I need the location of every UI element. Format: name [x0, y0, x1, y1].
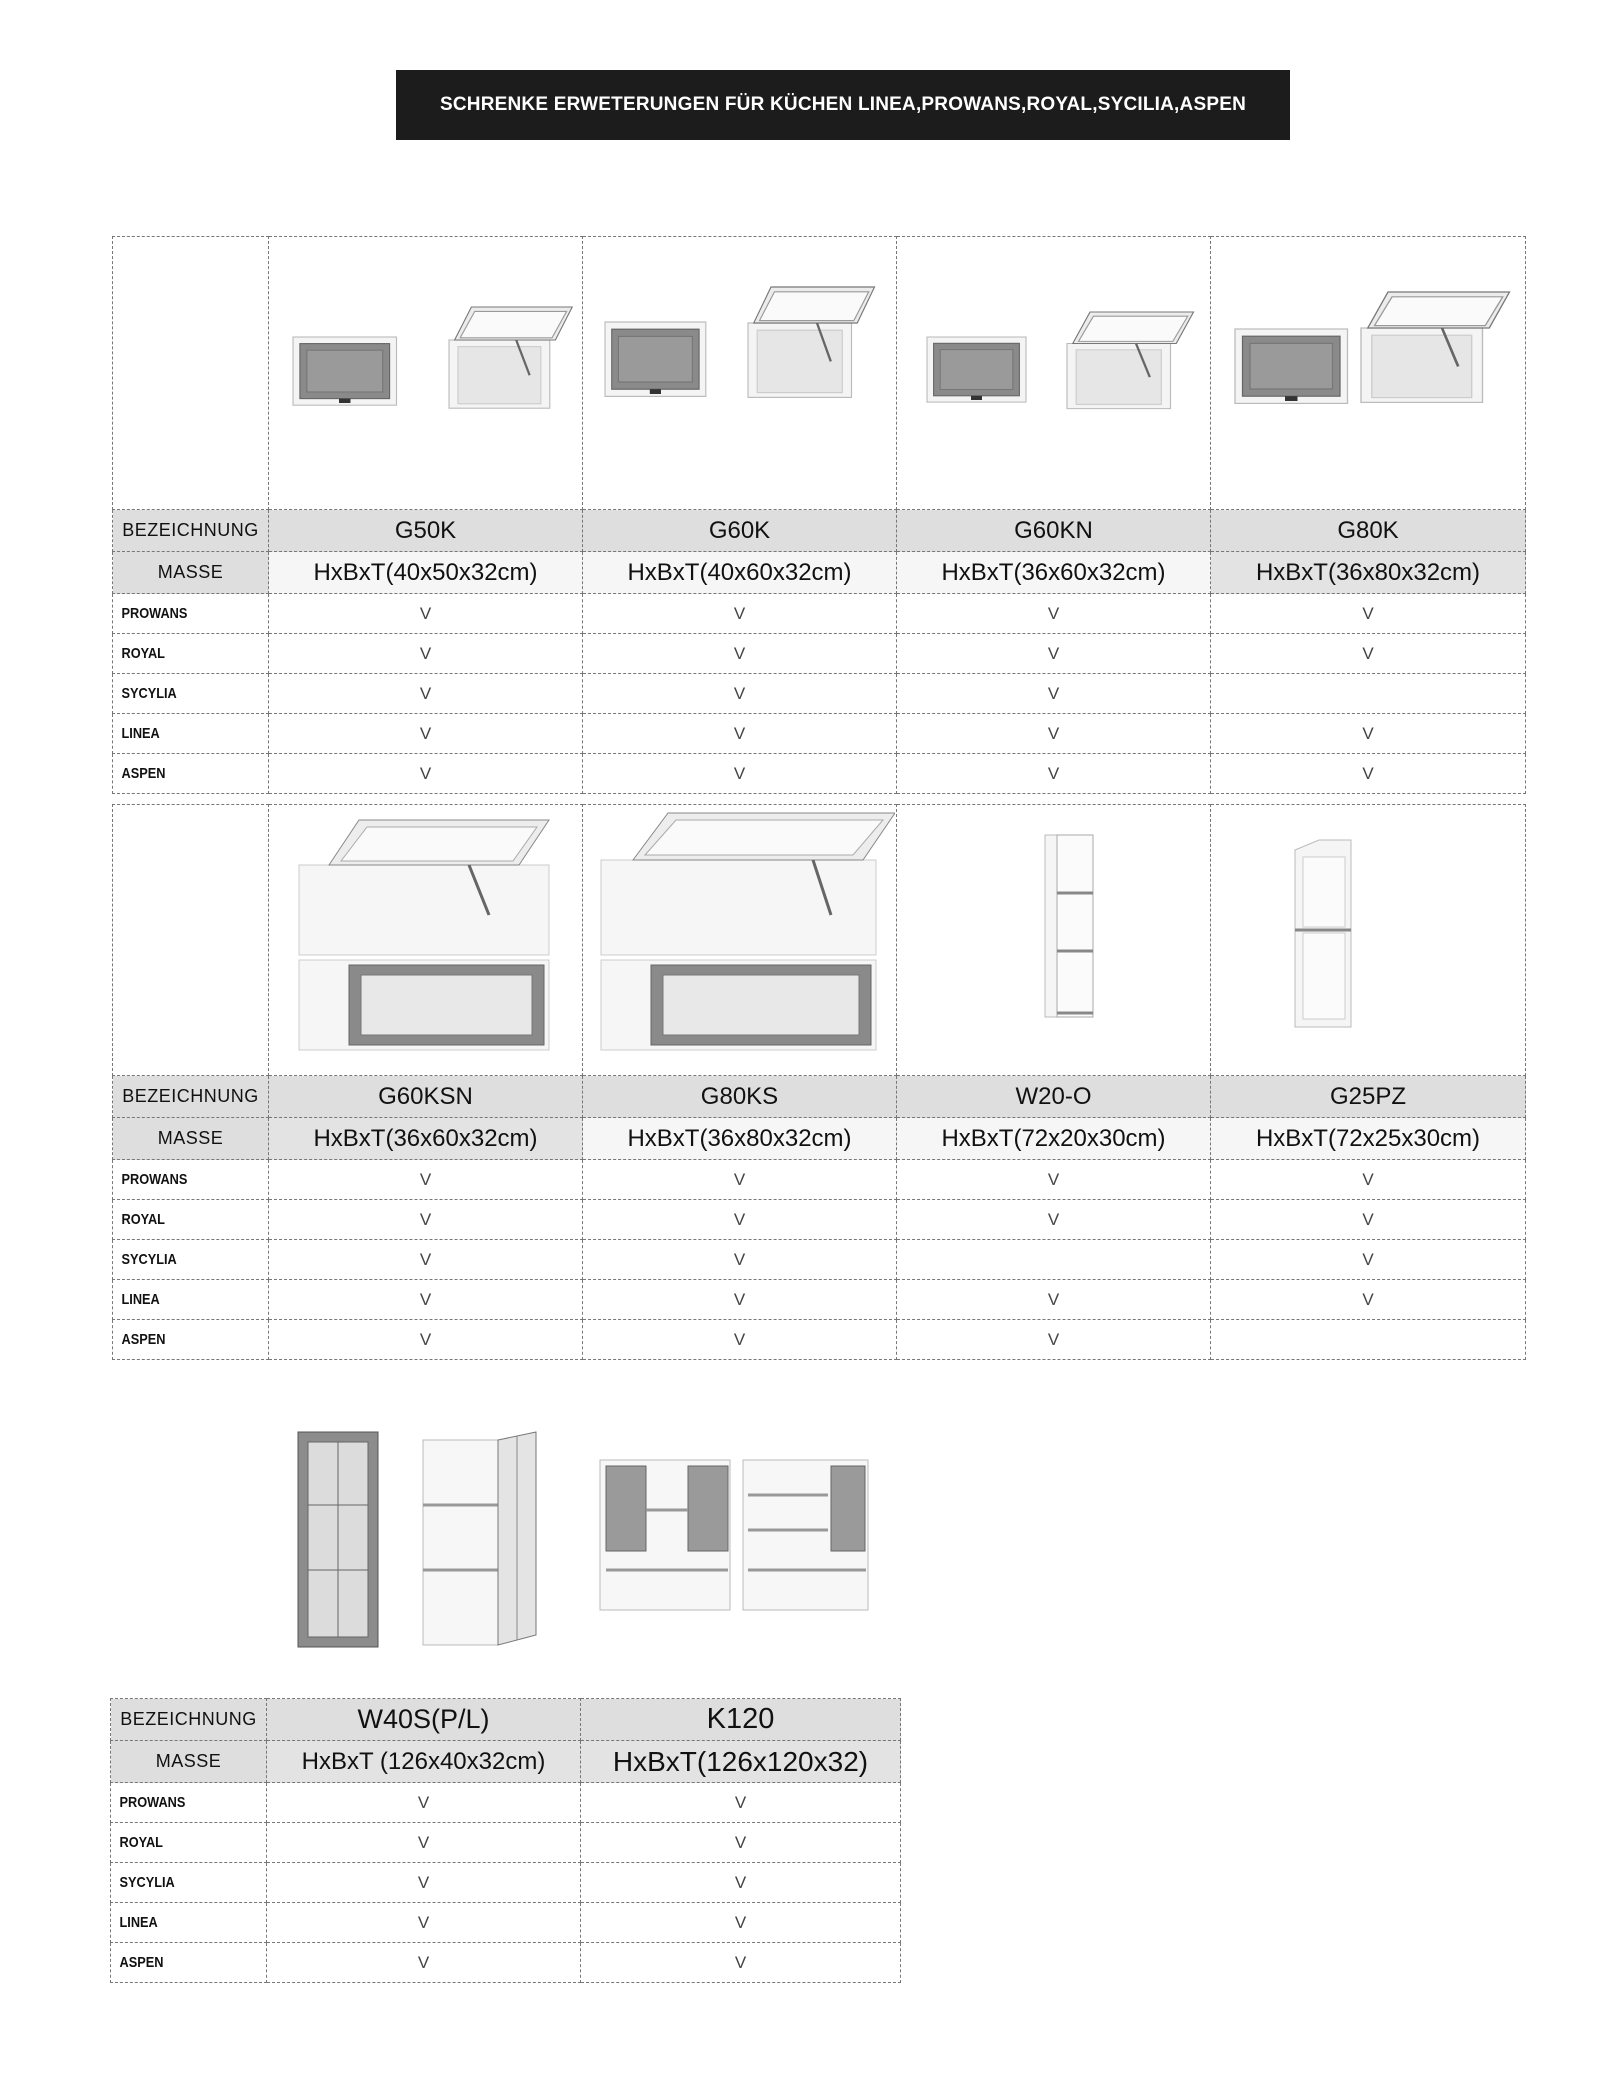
product-code: G60K [583, 510, 897, 552]
availability-mark: V [1211, 754, 1526, 794]
availability-mark: V [1211, 1240, 1526, 1280]
product-code: G80KS [583, 1076, 897, 1118]
availability-mark: V [269, 714, 583, 754]
availability-mark: V [1211, 634, 1526, 674]
kitchen-line-name: PROWANS [121, 1171, 188, 1188]
product-image-w20-o [897, 805, 1211, 1076]
product-image-g80k [1211, 237, 1526, 510]
availability-mark: V [269, 1280, 583, 1320]
kitchen-line-name: LINEA [121, 1291, 160, 1308]
empty-cell [113, 805, 269, 1076]
availability-mark: V [269, 634, 583, 674]
availability-mark: V [269, 754, 583, 794]
availability-mark: V [269, 594, 583, 634]
availability-mark: V [581, 1943, 901, 1983]
product-dimensions: HxBxT (126x40x32cm) [267, 1741, 581, 1783]
kitchen-line-name: ASPEN [121, 765, 166, 782]
availability-mark: V [583, 594, 897, 634]
bezeichnung-label: BEZEICHNUNG [113, 510, 269, 552]
spec-table-2 [112, 804, 1526, 1360]
availability-mark: V [267, 1943, 581, 1983]
kitchen-line-name: SYCYLIA [119, 1874, 175, 1891]
kitchen-line-name: ASPEN [121, 1331, 166, 1348]
availability-mark: V [1211, 1160, 1526, 1200]
availability-row [113, 634, 1526, 674]
availability-mark: V [269, 1320, 583, 1360]
availability-mark: V [1211, 594, 1526, 634]
masse-label: MASSE [113, 552, 269, 594]
product-dimensions: HxBxT(36x80x32cm) [1211, 552, 1526, 594]
product-code: K120 [581, 1699, 901, 1741]
availability-row [113, 714, 1526, 754]
product-image-g25pz [1211, 805, 1526, 1076]
availability-mark [1211, 1320, 1526, 1360]
availability-row [111, 1823, 901, 1863]
product-dimensions: HxBxT(72x20x30cm) [897, 1118, 1211, 1160]
bezeichnung-label: BEZEICHNUNG [111, 1699, 267, 1741]
product-code: G60KN [897, 510, 1211, 552]
availability-mark: V [581, 1863, 901, 1903]
availability-mark: V [267, 1903, 581, 1943]
availability-mark: V [897, 754, 1211, 794]
availability-mark: V [1211, 714, 1526, 754]
product-code: G60KSN [269, 1076, 583, 1118]
kitchen-line-name: ROYAL [121, 645, 165, 662]
masse-label: MASSE [111, 1741, 267, 1783]
availability-mark: V [1211, 1280, 1526, 1320]
product-code: G50K [269, 510, 583, 552]
kitchen-line-name: SYCYLIA [121, 685, 177, 702]
availability-mark: V [581, 1903, 901, 1943]
availability-row [113, 754, 1526, 794]
availability-mark: V [583, 1200, 897, 1240]
spec-table-1 [112, 236, 1526, 794]
availability-mark: V [583, 1160, 897, 1200]
availability-mark: V [897, 634, 1211, 674]
availability-row [111, 1943, 901, 1983]
availability-mark: V [897, 1160, 1211, 1200]
availability-mark: V [897, 674, 1211, 714]
availability-mark: V [583, 754, 897, 794]
product-dimensions: HxBxT(40x50x32cm) [269, 552, 583, 594]
availability-mark: V [583, 1320, 897, 1360]
product-dimensions: HxBxT(36x60x32cm) [269, 1118, 583, 1160]
kitchen-line-name: LINEA [121, 725, 160, 742]
availability-mark: V [583, 714, 897, 754]
availability-mark: V [897, 594, 1211, 634]
availability-rows [111, 1783, 901, 1983]
product-code: W20-O [897, 1076, 1211, 1118]
masse-label: MASSE [113, 1118, 269, 1160]
product-image-g80ks [583, 805, 897, 1076]
availability-row [113, 1240, 1526, 1280]
kitchen-line-name: LINEA [119, 1914, 158, 1931]
availability-mark: V [1211, 1200, 1526, 1240]
availability-mark [897, 1240, 1211, 1280]
empty-cell [113, 237, 269, 510]
availability-mark: V [583, 634, 897, 674]
page-title: SCHRENKE ERWETERUNGEN FÜR KÜCHEN LINEA,PROWANS,ROYAL,SYCILIA,ASPEN [396, 70, 1290, 140]
availability-mark: V [583, 1240, 897, 1280]
kitchen-line-name: ASPEN [119, 1954, 164, 1971]
availability-mark: V [581, 1823, 901, 1863]
product-code: W40S(P/L) [267, 1699, 581, 1741]
kitchen-line-name: PROWANS [119, 1794, 186, 1811]
availability-mark: V [269, 1200, 583, 1240]
availability-mark: V [267, 1783, 581, 1823]
availability-mark: V [583, 1280, 897, 1320]
bezeichnung-label: BEZEICHNUNG [113, 1076, 269, 1118]
availability-row [113, 674, 1526, 714]
availability-mark: V [269, 1240, 583, 1280]
availability-rows [113, 1160, 1526, 1360]
product-dimensions: HxBxT(72x25x30cm) [1211, 1118, 1526, 1160]
availability-rows [113, 594, 1526, 794]
availability-row [111, 1783, 901, 1823]
availability-row [111, 1903, 901, 1943]
availability-row [113, 594, 1526, 634]
kitchen-line-name: PROWANS [121, 605, 188, 622]
product-image-row-3 [268, 1420, 898, 1660]
product-dimensions: HxBxT(36x60x32cm) [897, 552, 1211, 594]
availability-mark: V [583, 674, 897, 714]
availability-mark: V [267, 1863, 581, 1903]
availability-mark [1211, 674, 1526, 714]
availability-row [113, 1200, 1526, 1240]
product-dimensions: HxBxT(36x80x32cm) [583, 1118, 897, 1160]
product-dimensions: HxBxT(126x120x32) [581, 1741, 901, 1783]
product-image-g60ksn [269, 805, 583, 1076]
availability-mark: V [269, 674, 583, 714]
availability-mark: V [581, 1783, 901, 1823]
availability-mark: V [897, 1200, 1211, 1240]
kitchen-line-name: ROYAL [119, 1834, 163, 1851]
kitchen-line-name: ROYAL [121, 1211, 165, 1228]
product-image-g50k [269, 237, 583, 510]
availability-mark: V [897, 714, 1211, 754]
availability-mark: V [897, 1280, 1211, 1320]
product-code: G25PZ [1211, 1076, 1526, 1118]
availability-mark: V [267, 1823, 581, 1863]
availability-mark: V [897, 1320, 1211, 1360]
availability-row [113, 1160, 1526, 1200]
product-image-g60k [583, 237, 897, 510]
product-image-w40s-k120 [268, 1420, 898, 1660]
spec-table-3 [110, 1698, 901, 1983]
kitchen-line-name: SYCYLIA [121, 1251, 177, 1268]
availability-row [113, 1280, 1526, 1320]
availability-mark: V [269, 1160, 583, 1200]
availability-row [113, 1320, 1526, 1360]
product-image-g60kn [897, 237, 1211, 510]
product-dimensions: HxBxT(40x60x32cm) [583, 552, 897, 594]
product-code: G80K [1211, 510, 1526, 552]
availability-row [111, 1863, 901, 1903]
